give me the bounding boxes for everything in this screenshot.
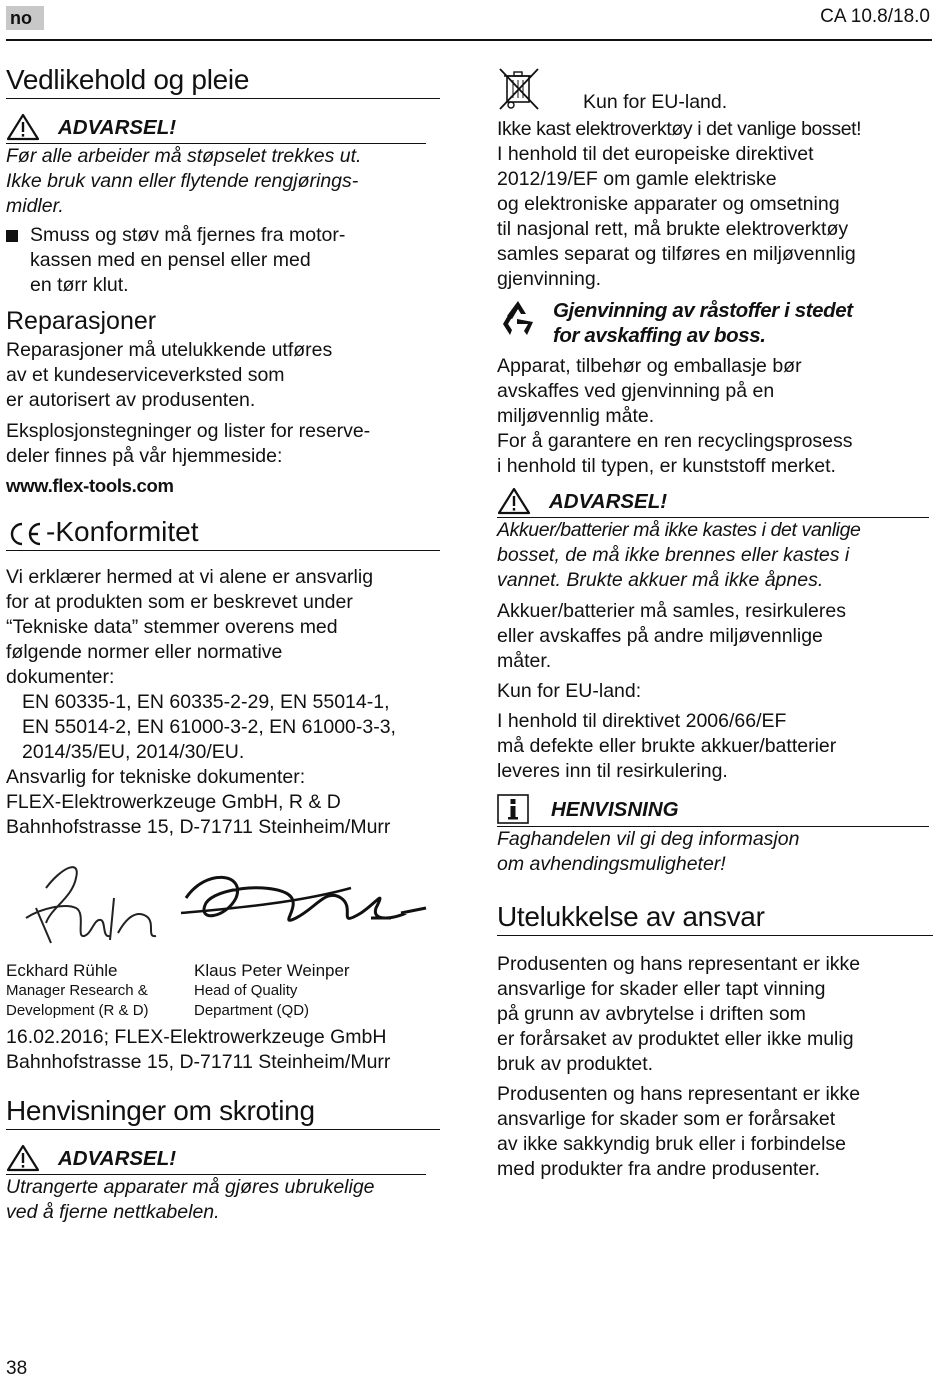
conformity-heading	[6, 516, 440, 551]
responsible-text: Bahnhofstrasse 15, D-71711 Steinheim/Murr	[6, 816, 391, 838]
info-icon	[497, 794, 529, 824]
battery-text: måter.	[497, 650, 552, 672]
note-block	[497, 794, 933, 824]
weee-text: I henhold til det europeiske direktivet	[497, 143, 814, 165]
weee-text: 2012/19/EF om gamle elektriske	[497, 168, 777, 190]
liability-heading: Utelukkelse av ansvar	[497, 901, 933, 936]
liability-text: er forårsaket av produktet eller ikke mulig	[497, 1028, 854, 1050]
language-tab: no	[6, 6, 44, 30]
recycling-text: miljøvennlig måte.	[497, 405, 655, 427]
battery-warning	[497, 487, 933, 515]
place-date: Bahnhofstrasse 15, D-71711 Steinheim/Murr	[6, 1051, 391, 1073]
header-rule	[6, 39, 932, 41]
battery-text: Akkuer/batterier må samles, resirkuleres	[497, 600, 846, 622]
bullet-text: kassen med en pensel eller med	[30, 249, 311, 271]
norm-line: EN 60335-1, EN 60335-2-29, EN 55014-1,	[22, 691, 390, 713]
left-column	[6, 64, 440, 1225]
liability-text: av ikke sakkyndig bruk eller i forbindelse	[497, 1133, 847, 1155]
conformity-heading-text: -Konformitet	[46, 516, 199, 547]
recycling-text: avskaffes ved gjenvinning på en	[497, 380, 775, 402]
responsible-text: FLEX-Elektrowerkzeuge GmbH, R & D	[6, 791, 341, 813]
weee-text: og elektroniske apparater og omsetning	[497, 193, 840, 215]
warning-triangle-icon	[6, 113, 40, 141]
liability-text: ansvarlige for skader eller tapt vinning	[497, 978, 826, 1000]
battery-warning-text: Akkuer/batterier må ikke kastes i det vanlige	[497, 519, 861, 541]
signatory-role: Manager Research &	[6, 982, 148, 999]
website-link[interactable]: www.flex-tools.com	[6, 475, 174, 496]
warning-label: ADVARSEL!	[58, 115, 177, 139]
disposal-heading: Henvisninger om skroting	[6, 1095, 440, 1130]
note-text: om avhendingsmuligheter!	[497, 853, 726, 875]
recycle-icon	[497, 298, 539, 338]
liability-text: Produsenten og hans representant er ikke	[497, 1083, 861, 1105]
disposal-warning	[6, 1144, 440, 1172]
weee-text: gjenvinning.	[497, 268, 602, 290]
conformity-text: følgende normer eller normative	[6, 641, 283, 663]
signatures	[6, 848, 440, 958]
warning-text: midler.	[6, 195, 64, 217]
model-number: CA 10.8/18.0	[820, 6, 930, 27]
conformity-text: “Tekniske data” stemmer overens med	[6, 616, 338, 638]
warning-text: Utrangerte apparater må gjøres ubrukelige	[6, 1176, 375, 1198]
maintenance-warning	[6, 113, 440, 141]
recycling-text: Apparat, tilbehør og emballasje bør	[497, 355, 802, 377]
square-bullet-icon	[6, 230, 18, 242]
norm-line: 2014/35/EU, 2014/30/EU.	[22, 741, 245, 763]
battery-eu-only: Kun for EU-land:	[497, 680, 642, 702]
conformity-text: for at produkten som er beskrevet under	[6, 591, 353, 613]
norm-line: EN 55014-2, EN 61000-3-2, EN 61000-3-3,	[22, 716, 396, 738]
note-label: HENVISNING	[551, 797, 679, 821]
weee-block	[497, 66, 933, 115]
conformity-text: dokumenter:	[6, 666, 115, 688]
liability-text: med produkter fra andre produsenter.	[497, 1158, 821, 1180]
signatory-name: Klaus Peter Weinper	[194, 961, 350, 980]
signature-weinper	[176, 858, 436, 948]
maintenance-bullet	[6, 223, 440, 298]
warning-label: ADVARSEL!	[58, 1146, 177, 1170]
battery-warning-text: vannet. Brukte akkuer må ikke åpnes.	[497, 569, 824, 591]
liability-text: bruk av produktet.	[497, 1053, 654, 1075]
ce-mark-icon	[6, 520, 46, 548]
weee-text: samles separat og tilføres en miljøvennlig	[497, 243, 856, 265]
crossed-bin-icon	[497, 66, 541, 112]
liability-text: Produsenten og hans representant er ikke	[497, 953, 861, 975]
signature-ruhle	[6, 848, 176, 958]
recycling-block	[497, 298, 933, 348]
warning-text: Ikke bruk vann eller flytende rengjørings-	[6, 170, 359, 192]
battery-directive-text: må defekte eller brukte akkuer/batterier	[497, 735, 837, 757]
repairs-text: Reparasjoner må utelukkende utføres	[6, 339, 333, 361]
liability-text: på grunn av avbrytelse i driften som	[497, 1003, 806, 1025]
eu-only-text: Kun for EU-land.	[583, 91, 728, 113]
maintenance-heading: Vedlikehold og pleie	[6, 64, 440, 99]
signatory-name: Eckhard Rühle	[6, 961, 118, 980]
warning-triangle-icon	[497, 487, 531, 515]
weee-text: Ikke kast elektroverktøy i det vanlige bosset!	[497, 118, 862, 140]
repairs-text: er autorisert av produsenten.	[6, 389, 256, 411]
page-number: 38	[6, 1358, 28, 1379]
signatory-role: Development (R & D)	[6, 1002, 149, 1019]
repairs-text: Eksplosjonstegninger og lister for reserve-	[6, 420, 371, 442]
right-column	[497, 66, 933, 1182]
recycling-title: for avskaffing av boss.	[553, 324, 766, 347]
weee-text: til nasjonal rett, må brukte elektroverktøy	[497, 218, 849, 240]
signatory-role: Head of Quality	[194, 982, 298, 999]
warning-triangle-icon	[6, 1144, 40, 1172]
signatory-role: Department (QD)	[194, 1002, 310, 1019]
signatory-2	[194, 960, 350, 1021]
liability-text: ansvarlige for skader som er forårsaket	[497, 1108, 836, 1130]
place-date: 16.02.2016; FLEX-Elektrowerkzeuge GmbH	[6, 1026, 387, 1048]
recycling-text: i henhold til typen, er kunststoff merket.	[497, 455, 836, 477]
battery-directive-text: leveres inn til resirkulering.	[497, 760, 728, 782]
warning-label: ADVARSEL!	[549, 489, 668, 513]
recycling-text: For å garantere en ren recyclingsprosess	[497, 430, 853, 452]
bullet-text: Smuss og støv må fjernes fra motor-	[30, 224, 346, 246]
warning-text: ved å fjerne nettkabelen.	[6, 1201, 220, 1223]
repairs-heading: Reparasjoner	[6, 307, 157, 335]
note-text: Faghandelen vil gi deg informasjon	[497, 828, 800, 850]
recycling-title: Gjenvinning av råstoffer i stedet	[553, 299, 853, 322]
signatory-names	[6, 960, 440, 1021]
battery-warning-text: bosset, de må ikke brennes eller kastes i	[497, 544, 850, 566]
conformity-text: Vi erklærer hermed at vi alene er ansvarlig	[6, 566, 374, 588]
battery-directive-text: I henhold til direktivet 2006/66/EF	[497, 710, 787, 732]
signatory-1	[6, 960, 166, 1021]
bullet-text: en tørr klut.	[30, 274, 129, 296]
battery-text: eller avskaffes på andre miljøvennlige	[497, 625, 823, 647]
repairs-text: deler finnes på vår hjemmeside:	[6, 445, 283, 467]
responsible-text: Ansvarlig for tekniske dokumenter:	[6, 766, 306, 788]
warning-text: Før alle arbeider må støpselet trekkes ut.	[6, 145, 362, 167]
repairs-text: av et kundeserviceverksted som	[6, 364, 285, 386]
